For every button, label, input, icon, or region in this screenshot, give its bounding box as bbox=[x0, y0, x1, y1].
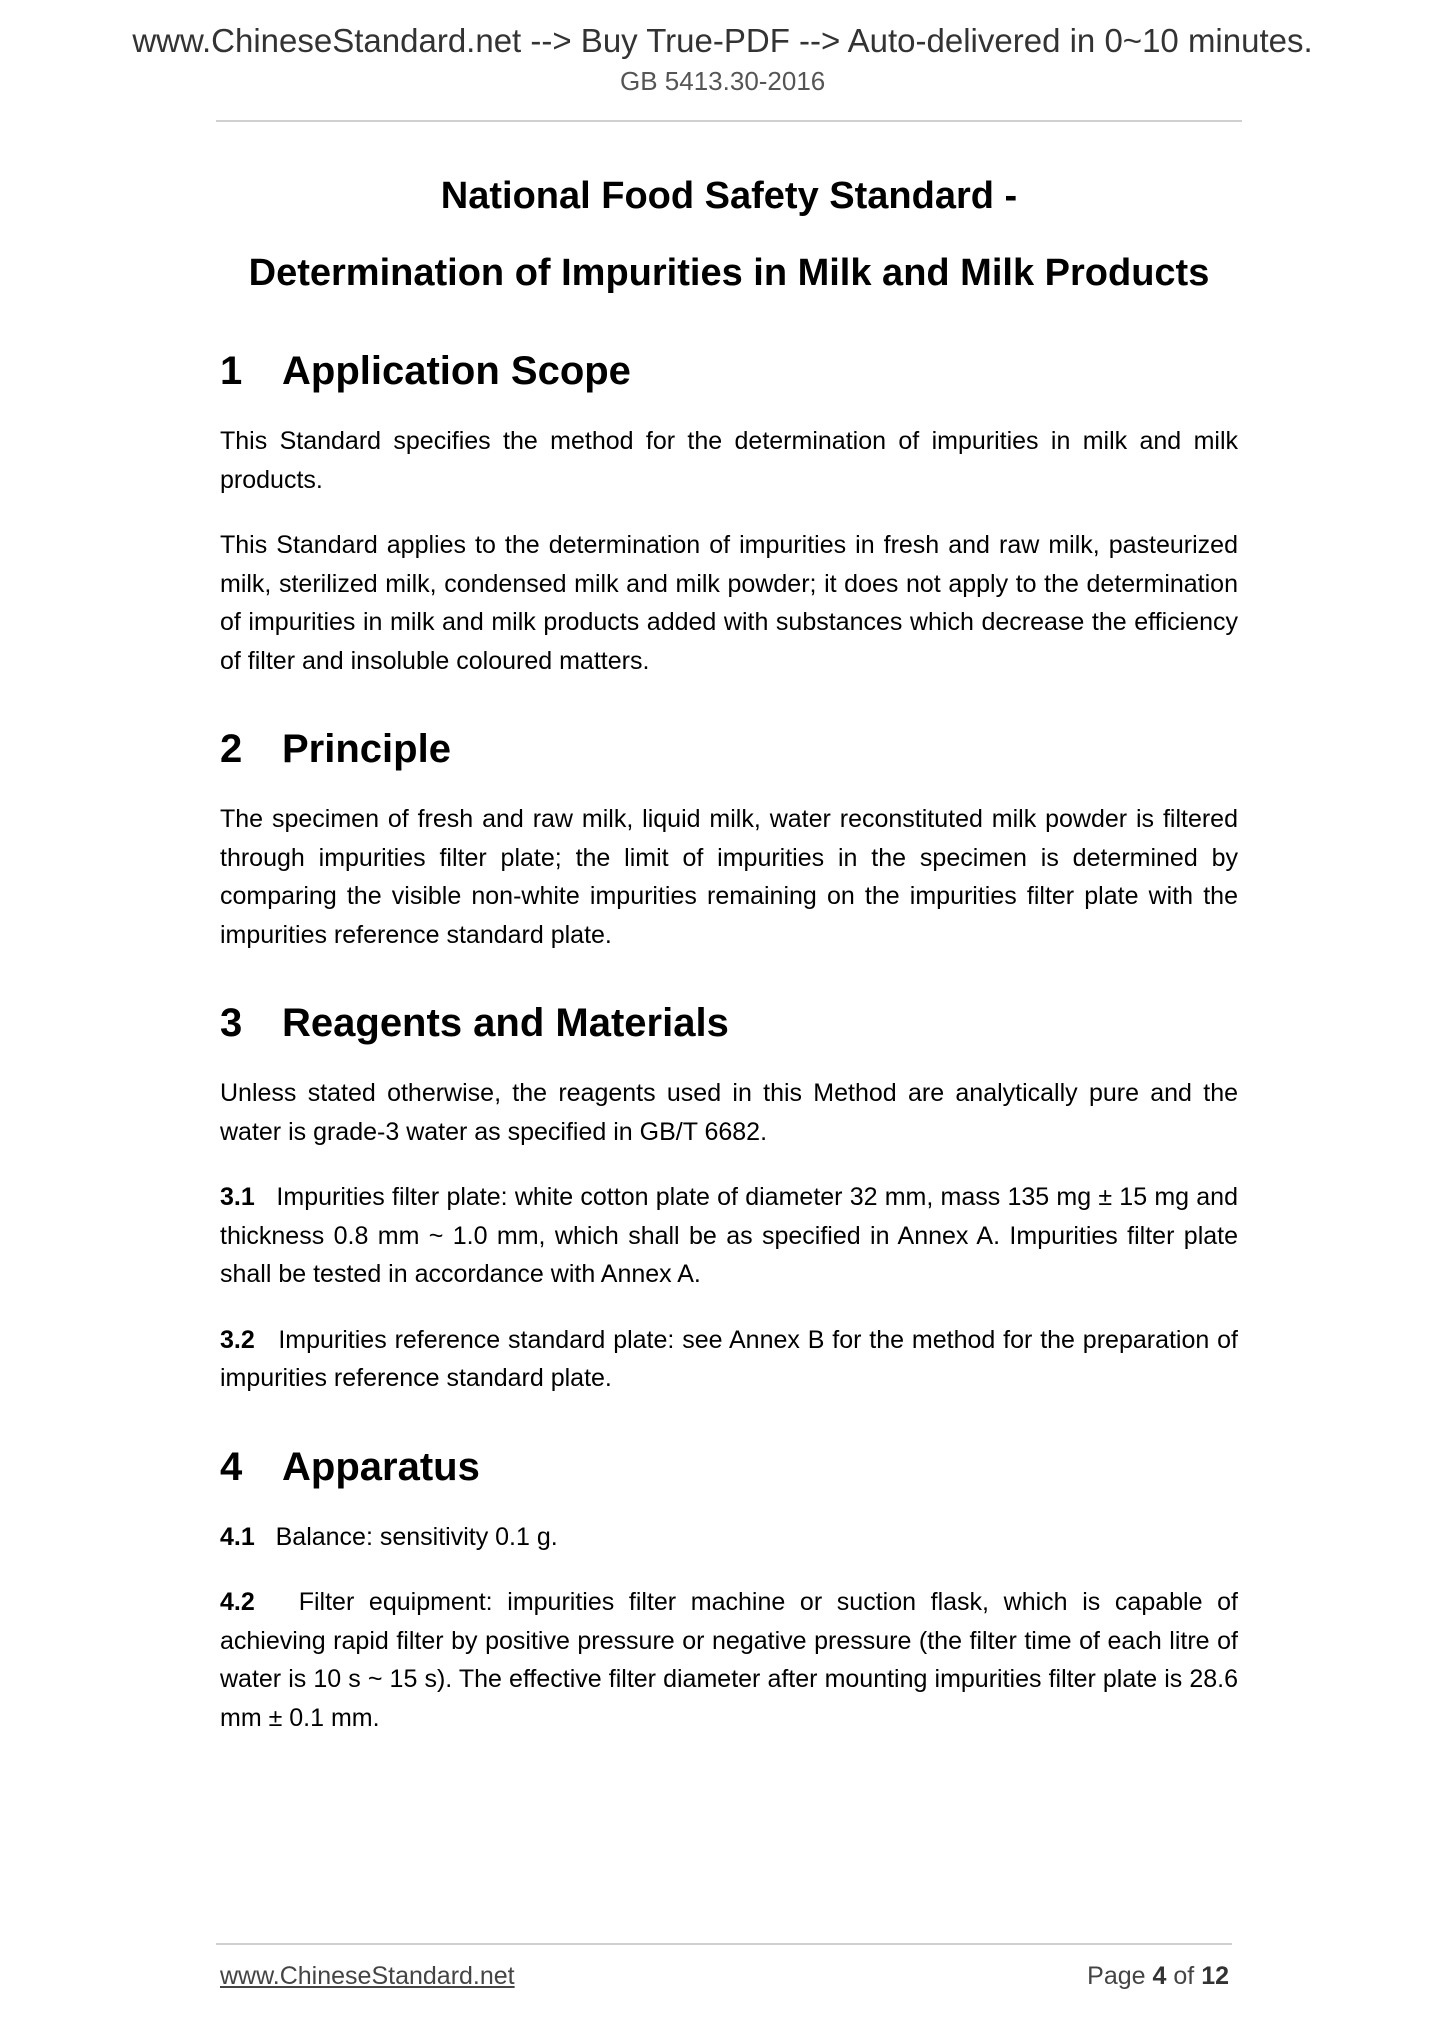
section-heading bbox=[220, 1001, 1238, 1046]
clause-number: 3.1 bbox=[220, 1183, 255, 1211]
clause-number: 4.1 bbox=[220, 1522, 255, 1551]
standard-code: GB 5413.30-2016 bbox=[620, 66, 826, 96]
section-number: 2 bbox=[220, 727, 243, 771]
paragraph: The specimen of fresh and raw milk, liquid milk, water reconstituted milk powder is filtered through impurities filter plate; the limit of impurities in the specimen is determined by comparing the visible non-white impurities remaining on the impurities filter plate with the impurities reference standard plate. bbox=[220, 805, 1238, 949]
clause-text: Balance: sensitivity 0.1 g. bbox=[275, 1522, 558, 1551]
document-title-line1: National Food Safety Standard - bbox=[440, 175, 1018, 217]
section-title: Apparatus bbox=[282, 1444, 480, 1489]
page-of: of bbox=[1173, 1962, 1195, 1990]
paragraph: Unless stated otherwise, the reagents used in this Method are analytically pure and the water is grade-3 water as specified in GB/T 6682. bbox=[220, 1079, 1238, 1146]
paragraph: This Standard applies to the determination of impurities in fresh and raw milk, pasteurized milk, sterilized milk, condensed milk and milk powder; it does not apply to the determination of impurities in milk and milk products added with substances which decrease the efficiency of filter and insoluble coloured matters. bbox=[220, 531, 1238, 675]
clause-text: Impurities filter plate: white cotton plate of diameter 32 mm, mass 135 mg ± 15 mg and thickness 0.8 mm ~ 1.0 mm, which shall be as specified in Annex A. Impurities filter plate shall be tested in accordance with Annex A. bbox=[220, 1183, 1238, 1288]
clause bbox=[220, 1321, 1238, 1398]
clause-text: Filter equipment: impurities filter machine or suction flask, which is capable of achieving rapid filter by positive pressure or negative pressure (the filter time of each litre of water is 10 s ~ 15 s). The effective filter diameter after mounting impurities filter plate is 28.6 mm ± 0.1 mm. bbox=[220, 1588, 1238, 1732]
section-title: Application Scope bbox=[282, 349, 631, 393]
page-label: Page bbox=[1087, 1962, 1146, 1990]
paragraph: This Standard specifies the method for the determination of impurities in milk and milk products. bbox=[220, 427, 1238, 494]
header-banner: www.ChineseStandard.net --> Buy True-PDF --> Auto-delivered in 0~10 minutes. bbox=[132, 22, 1313, 59]
document-title-line2: Determination of Impurities in Milk and Milk Products bbox=[248, 252, 1210, 294]
clause-number: 3.2 bbox=[220, 1325, 255, 1354]
section-heading bbox=[220, 1445, 1238, 1490]
section-title: Principle bbox=[282, 727, 451, 771]
clause bbox=[220, 1583, 1238, 1737]
clause-number: 4.2 bbox=[220, 1588, 255, 1616]
header-divider bbox=[216, 120, 1242, 122]
document-body bbox=[220, 158, 1238, 1737]
section-number: 3 bbox=[220, 1001, 243, 1045]
footer-divider bbox=[216, 1943, 1232, 1945]
section-number: 4 bbox=[220, 1444, 243, 1489]
section-heading bbox=[220, 349, 1238, 394]
section-title: Reagents and Materials bbox=[282, 1001, 729, 1045]
page-indicator bbox=[1087, 1962, 1229, 1991]
clause-text: Impurities reference standard plate: see Annex B for the method for the preparation of impurities reference standard plate. bbox=[220, 1325, 1238, 1392]
section-heading bbox=[220, 727, 1238, 772]
page-total: 12 bbox=[1201, 1962, 1229, 1990]
clause bbox=[220, 1518, 1238, 1557]
page-current: 4 bbox=[1152, 1962, 1167, 1990]
clause bbox=[220, 1178, 1238, 1294]
section-number: 1 bbox=[220, 349, 243, 393]
footer-website-link[interactable]: www.ChineseStandard.net bbox=[220, 1962, 515, 1990]
